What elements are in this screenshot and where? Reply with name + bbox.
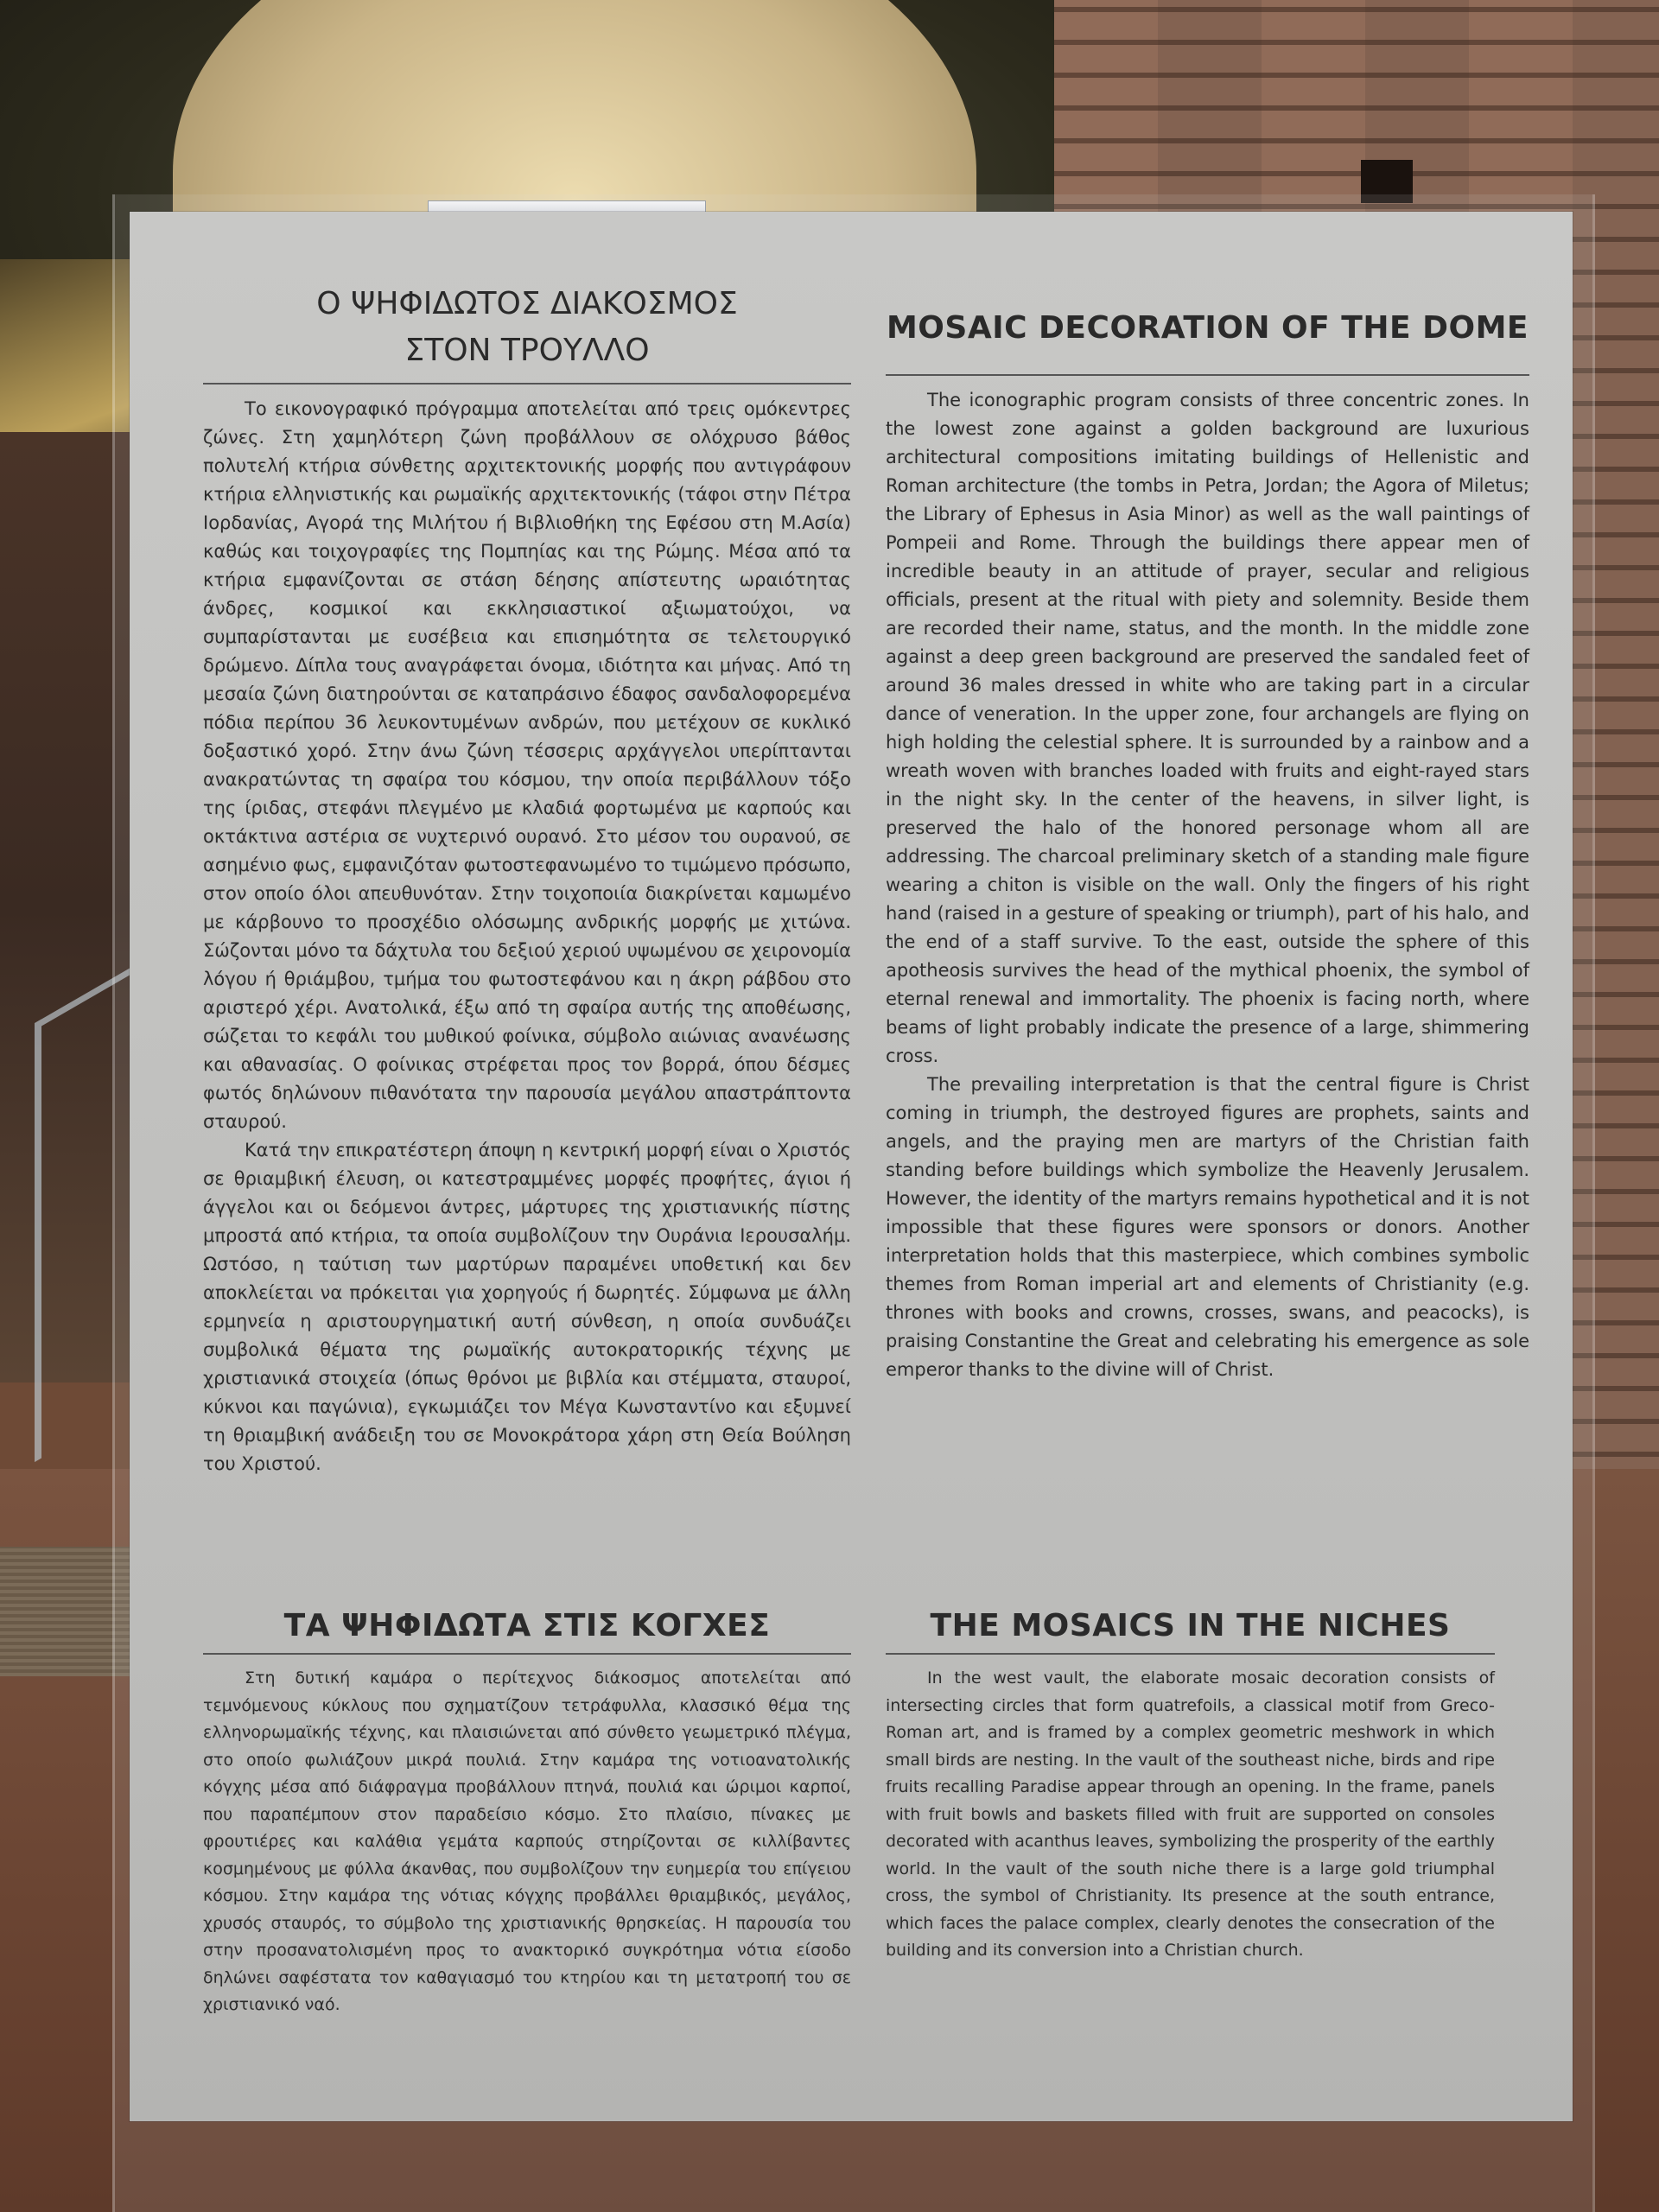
section-dome-english: [886, 305, 1529, 1384]
paragraph: Το εικονογραφικό πρόγραμμα αποτελείται από τρεις ομόκεντρες ζώνες. Στη χαμηλότερη ζώνη προβάλλουν σε ολόχρυσο βάθος πολυτελή κτήρια σύνθετης αρχιτεκτονικής μορφής που αντιγράφουν κτήρια ελληνιστικής και ρωμαϊκής αρχιτεκτονικής (τάφοι στην Πέτρα Ιορδανίας, Αγορά της Μιλήτου ή Βιβλιοθήκη της Εφέσου στη Μ.Ασία) καθώς και τοιχογραφίες της Πομπηίας και της Ρώμης. Μέσα από τα κτήρια εμφανίζονται σε στάση δέησης απίστευτης ωραιότητας άνδρες, κοσμικοί και εκκλησιαστικοί αξιωματούχοι, να συμπαρίστανται με ευσέβεια και επισημότητα σε τελετουργικό δρώμενο. Δίπλα τους αναγράφεται όνομα, ιδιότητα και μήνας. Από τη μεσαία ζώνη διατηρούνται σε καταπράσινο έδαφος σανδαλοφορεμένα πόδια περίπου 36 λευκοντυμένων ανδρών, που μετέχουν σε κυκλικό δοξαστικό χορό. Στην άνω ζώνη τέσσερις αρχάγγελοι υπερίπτανται ανακρατώντας τη σφαίρα του κόσμου, την οποία περιβάλλουν τόξο της ίριδας, στεφάνι πλεγμένο με κλαδιά φορτωμένα με καρπούς και οκτάκτινα αστέρια σε νυχτερινό ουρανό. Στο μέσον του ουρανού, σε ασημένιο φως, εμφανιζόταν φωτοστεφανωμένο το τιμώμενο πρόσωπο, στον οποίο όλοι απευθυνόταν. Στην τοιχοποιία διακρίνεται καμωμένο με κάρβουνο το προσχέδιο ολόσωμης ανδρικής μορφής με χιτώνα. Σώζονται μόνο τα δάχτυλα του δεξιού χεριού υψωμένου σε χειρονομία λόγου ή θριάμβου, τμήμα του φωτοστεφάνου και η άκρη ράβδου στο αριστερό χέρι. Ανατολικά, έξω από τη σφαίρα αυτής της αποθέωσης, σώζεται το κεφάλι του μυθικού φοίνικα, σύμβολο αιώνιας ανανέωσης και αθανασίας. Ο φοίνικας στρέφεται προς τον βορρά, όπου δέσμες φωτός δηλώνουν πιθανότατα την παρουσία μεγάλου απαστράπτοντα σταυρού.: [203, 398, 851, 1132]
heading-niches-greek: ΤΑ ΨΗΦΙΔΩΤΑ ΣΤΙΣ ΚΟΓΧΕΣ: [283, 1608, 771, 1643]
section-niches-greek: [203, 1603, 851, 2019]
heading-dome-greek-line1: Ο ΨΗΦΙΔΩΤΟΣ ΔΙΑΚΟΣΜΟΣ: [316, 286, 738, 321]
paragraph: Στη δυτική καμάρα ο περίτεχνος διάκοσμος αποτελείται από τεμνόμενους κύκλους που σχηματίζουν τετράφυλλα, κλασσικό θέμα της ελληνορωμαϊκής τέχνης, και πλαισιώνεται από σύνθετο γεωμετρικό πλέγμα, στο οποίο φωλιάζουν μικρά πουλιά. Στην καμάρα της νοτιοανατολικής κόγχης μέσα από διάφραγμα προβάλλουν πτηνά, πουλιά και ώριμοι καρποί, που παραπέμπουν στον παραδείσιο κόσμο. Στο πλαίσιο, πίνακες με φρουτιέρες και καλάθια γεμάτα καρπούς στηρίζονται σε κιλλίβαντες κοσμημένους με φύλλα άκανθας, που συμβολίζουν την ευημερία του επίγειου κόσμου. Στην καμάρα της νότιας κόγχης προβάλλει θριαμβικός, μεγάλος, χρυσός σταυρός, το σύμβολο της χριστιανικής θρησκείας. Η παρουσία του στην προσανατολισμένη προς το ανακτορικό συγκρότημα νότια είσοδο δηλώνει σαφέστατα τον καθαγιασμό του κτηρίου και τη μετατροπή του σε χριστιανικό ναό.: [203, 1669, 851, 2014]
divider: [886, 1653, 1495, 1655]
section-niches-english: [886, 1603, 1495, 1965]
heading-dome-english: MOSAIC DECORATION OF THE DOME: [886, 310, 1529, 346]
paragraph: Κατά την επικρατέστερη άποψη η κεντρική μορφή είναι ο Χριστός σε θριαμβική έλευση, οι κατεστραμμένες μορφές προφήτες, άγιοι ή άγγελοι και οι δεόμενοι άντρες, μάρτυρες της χριστιανικής πίστης μπροστά από κτήρια, τα οποία συμβολίζουν την Ουράνια Ιερουσαλήμ. Ωστόσο, η ταύτιση των μαρτύρων παραμένει υποθετική και δεν αποκλείεται να πρόκειται για χορηγούς ή δωρητές. Σύμφωνα με άλλη ερμηνεία η αριστουργηματική αυτή σύνθεση, η οποία συνδυάζει συμβολικά θέματα της ρωμαϊκής αυτοκρατορικής τέχνης με χριστιανικά στοιχεία (όπως θρόνοι με βιβλία και στέμματα, σταυροί, κύκνοι και παγώνια), εγκωμιάζει τον Μέγα Κωνσταντίνο και εξυμνεί τη θριαμβική ανάδειξη του σε Μονοκράτορα χάρη στη Θεία Βούληση του Χριστού.: [203, 1140, 851, 1474]
paragraph: The prevailing interpretation is that the central figure is Christ coming in triumph, the destroyed figures are prophets, saints and angels, and the praying men are martyrs of the Christian faith standing before buildings which symbolize the Heavenly Jerusalem. However, the identity of the martyrs remains hypothetical and it is not impossible that these figures were sponsors or donors. Another interpretation holds that this masterpiece, which combines symbolic themes from Roman imperial art and elements of Christianity (e.g. thrones with books and crowns, crosses, swans, and peacocks), is praising Constantine the Great and celebrating his emergence as sole emperor thanks to the divine will of Christ.: [886, 1074, 1529, 1380]
divider: [886, 374, 1529, 376]
heading-niches-english: THE MOSAICS IN THE NICHES: [930, 1608, 1451, 1643]
divider: [203, 383, 851, 385]
section-dome-greek: [203, 281, 851, 1478]
paragraph: In the west vault, the elaborate mosaic decoration consists of intersecting circles that form quatrefoils, a classical motif from Greco-Roman art, and is framed by a complex geometric meshwork in which small birds are nesting. In the vault of the southeast niche, birds and ripe fruits recalling Paradise appear through an opening. In the frame, panels with fruit bowls and baskets filled with fruit are supported on consoles decorated with acanthus leaves, symbolizing the prosperity of the earthly world. In the vault of the south niche there is a large gold triumphal cross, the symbol of Christianity. Its presence at the south entrance, which faces the palace complex, clearly denotes the consecration of the building and its conversion into a Christian church.: [886, 1669, 1495, 1960]
info-sign: [130, 212, 1573, 2121]
heading-dome-greek-line2: ΣΤΟΝ ΤΡΟΥΛΛΟ: [404, 333, 650, 368]
divider: [203, 1653, 851, 1655]
paragraph: The iconographic program consists of three concentric zones. In the lowest zone against a golden background are luxurious architectural compositions imitating buildings of Hellenistic and Roman architecture (the tombs in Petra, Jordan; the Agora of Miletus; the Library of Ephesus in Asia Minor) as well as the wall paintings of Pompeii and Rome. Through the buildings there appear men of incredible beauty in an attitude of prayer, secular and religious officials, present at the ritual with piety and solemnity. Beside them are recorded their name, status, and the month. In the middle zone against a deep green background are preserved the sandaled feet of around 36 males dressed in white who are taking part in a circular dance of veneration. In the upper zone, four archangels are flying on high holding the celestial sphere. It is surrounded by a rainbow and a wreath woven with branches loaded with fruits and eight-rayed stars in the night sky. In the center of the heavens, in silver light, is preserved the halo of the honored personage whom all are addressing. The charcoal preliminary sketch of a standing male figure wearing a chiton is visible on the wall. Only the fingers of his right hand (raised in a gesture of speaking or triumph), part of his halo, and the end of a staff survive. To the east, outside the sphere of this apotheosis survives the head of the mythical phoenix, the symbol of eternal renewal and immortality. The phoenix is facing north, where beams of light probably indicate the presence of a large, shimmering cross.: [886, 390, 1529, 1066]
